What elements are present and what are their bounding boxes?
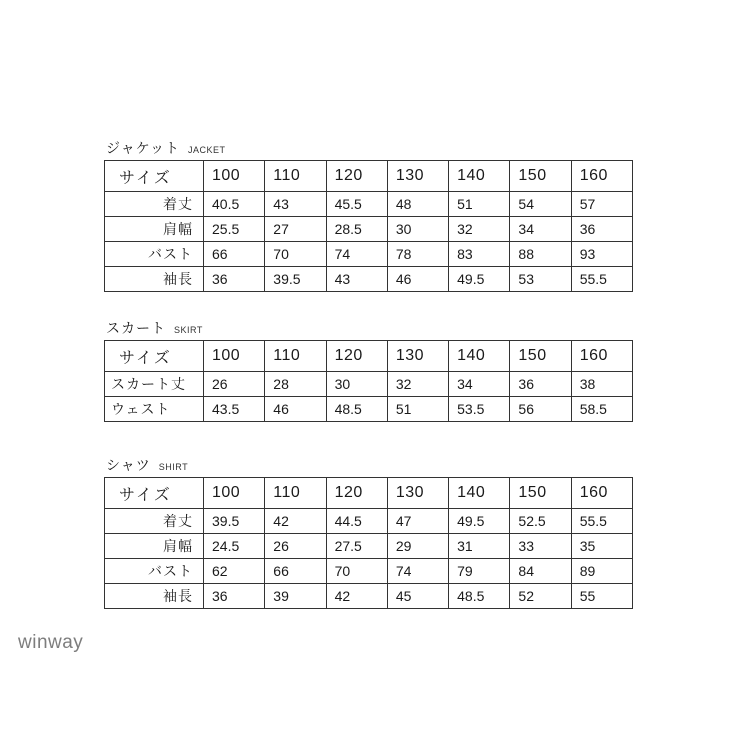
cell: 52.5: [510, 509, 571, 534]
cell: 46: [387, 267, 448, 292]
section-title-en: JACKET: [188, 145, 226, 155]
cell: 29: [387, 534, 448, 559]
size-table-skirt: [104, 340, 633, 422]
cell: 54: [510, 192, 571, 217]
cell: 55: [571, 584, 632, 609]
cell: 84: [510, 559, 571, 584]
header-size-label: サイズ: [105, 478, 204, 509]
cell: 57: [571, 192, 632, 217]
cell: 51: [387, 397, 448, 422]
section-title-en: SHIRT: [158, 462, 189, 472]
row-label: バスト: [105, 559, 204, 584]
cell: 44.5: [326, 509, 387, 534]
cell: 36: [204, 267, 265, 292]
cell: 30: [387, 217, 448, 242]
table-row: [105, 534, 633, 559]
section-title-jp: ジャケット: [106, 140, 181, 156]
cell: 33: [510, 534, 571, 559]
table-row: [105, 559, 633, 584]
cell: 32: [387, 372, 448, 397]
header-size-150: 150: [510, 161, 571, 192]
row-label: ウェスト: [105, 397, 204, 422]
header-size-150: 150: [510, 478, 571, 509]
header-size-110: 110: [265, 341, 326, 372]
cell: 46: [265, 397, 326, 422]
header-size-100: 100: [204, 341, 265, 372]
header-size-110: 110: [265, 478, 326, 509]
watermark: winway: [18, 632, 84, 653]
header-size-160: 160: [571, 478, 632, 509]
row-label: スカート丈: [105, 372, 204, 397]
header-size-label: サイズ: [105, 341, 204, 372]
cell: 27.5: [326, 534, 387, 559]
cell: 58.5: [571, 397, 632, 422]
cell: 56: [510, 397, 571, 422]
section-heading-skirt: [106, 318, 633, 334]
header-size-150: 150: [510, 341, 571, 372]
cell: 26: [265, 534, 326, 559]
cell: 43: [326, 267, 387, 292]
row-label: 肩幅: [105, 217, 204, 242]
size-table-shirt: [104, 477, 633, 609]
cell: 43.5: [204, 397, 265, 422]
cell: 39.5: [265, 267, 326, 292]
cell: 49.5: [449, 267, 510, 292]
cell: 53: [510, 267, 571, 292]
header-size-100: 100: [204, 161, 265, 192]
cell: 93: [571, 242, 632, 267]
row-label: バスト: [105, 242, 204, 267]
cell: 55.5: [571, 267, 632, 292]
cell: 24.5: [204, 534, 265, 559]
table-row: [105, 217, 633, 242]
table-row: [105, 509, 633, 534]
section-heading-shirt: [106, 455, 633, 471]
cell: 25.5: [204, 217, 265, 242]
cell: 28: [265, 372, 326, 397]
cell: 28.5: [326, 217, 387, 242]
cell: 39: [265, 584, 326, 609]
cell: 48.5: [449, 584, 510, 609]
header-size-140: 140: [449, 478, 510, 509]
header-size-130: 130: [387, 161, 448, 192]
cell: 88: [510, 242, 571, 267]
cell: 45.5: [326, 192, 387, 217]
section-skirt: [104, 318, 633, 422]
header-size-160: 160: [571, 161, 632, 192]
row-label: 着丈: [105, 192, 204, 217]
cell: 53.5: [449, 397, 510, 422]
row-label: 袖長: [105, 584, 204, 609]
table-row: [105, 397, 633, 422]
cell: 45: [387, 584, 448, 609]
section-title-jp: シャツ: [106, 457, 151, 473]
cell: 79: [449, 559, 510, 584]
header-size-130: 130: [387, 478, 448, 509]
cell: 48.5: [326, 397, 387, 422]
table-row: [105, 372, 633, 397]
cell: 43: [265, 192, 326, 217]
header-size-140: 140: [449, 341, 510, 372]
header-size-120: 120: [326, 161, 387, 192]
table-header-row: [105, 478, 633, 509]
cell: 62: [204, 559, 265, 584]
header-size-140: 140: [449, 161, 510, 192]
cell: 39.5: [204, 509, 265, 534]
section-title-en: SKIRT: [174, 325, 203, 335]
table-row: [105, 267, 633, 292]
cell: 89: [571, 559, 632, 584]
cell: 70: [265, 242, 326, 267]
table-row: [105, 192, 633, 217]
cell: 49.5: [449, 509, 510, 534]
header-size-160: 160: [571, 341, 632, 372]
cell: 42: [265, 509, 326, 534]
header-size-110: 110: [265, 161, 326, 192]
table-row: [105, 584, 633, 609]
header-size-120: 120: [326, 341, 387, 372]
cell: 52: [510, 584, 571, 609]
row-label: 着丈: [105, 509, 204, 534]
header-size-120: 120: [326, 478, 387, 509]
section-title-jp: スカート: [106, 320, 166, 336]
header-size-130: 130: [387, 341, 448, 372]
cell: 55.5: [571, 509, 632, 534]
cell: 35: [571, 534, 632, 559]
table-header-row: [105, 161, 633, 192]
cell: 48: [387, 192, 448, 217]
row-label: 肩幅: [105, 534, 204, 559]
row-label: 袖長: [105, 267, 204, 292]
cell: 36: [510, 372, 571, 397]
cell: 34: [449, 372, 510, 397]
cell: 70: [326, 559, 387, 584]
cell: 66: [204, 242, 265, 267]
cell: 74: [326, 242, 387, 267]
cell: 32: [449, 217, 510, 242]
header-size-100: 100: [204, 478, 265, 509]
cell: 66: [265, 559, 326, 584]
size-table-jacket: [104, 160, 633, 292]
cell: 42: [326, 584, 387, 609]
cell: 34: [510, 217, 571, 242]
cell: 38: [571, 372, 632, 397]
cell: 47: [387, 509, 448, 534]
header-size-label: サイズ: [105, 161, 204, 192]
section-jacket: [104, 138, 633, 292]
table-row: [105, 242, 633, 267]
section-heading-jacket: [106, 138, 633, 154]
cell: 78: [387, 242, 448, 267]
cell: 36: [571, 217, 632, 242]
cell: 40.5: [204, 192, 265, 217]
cell: 74: [387, 559, 448, 584]
cell: 30: [326, 372, 387, 397]
cell: 51: [449, 192, 510, 217]
cell: 27: [265, 217, 326, 242]
table-header-row: [105, 341, 633, 372]
section-shirt: [104, 455, 633, 609]
cell: 26: [204, 372, 265, 397]
cell: 36: [204, 584, 265, 609]
cell: 83: [449, 242, 510, 267]
cell: 31: [449, 534, 510, 559]
